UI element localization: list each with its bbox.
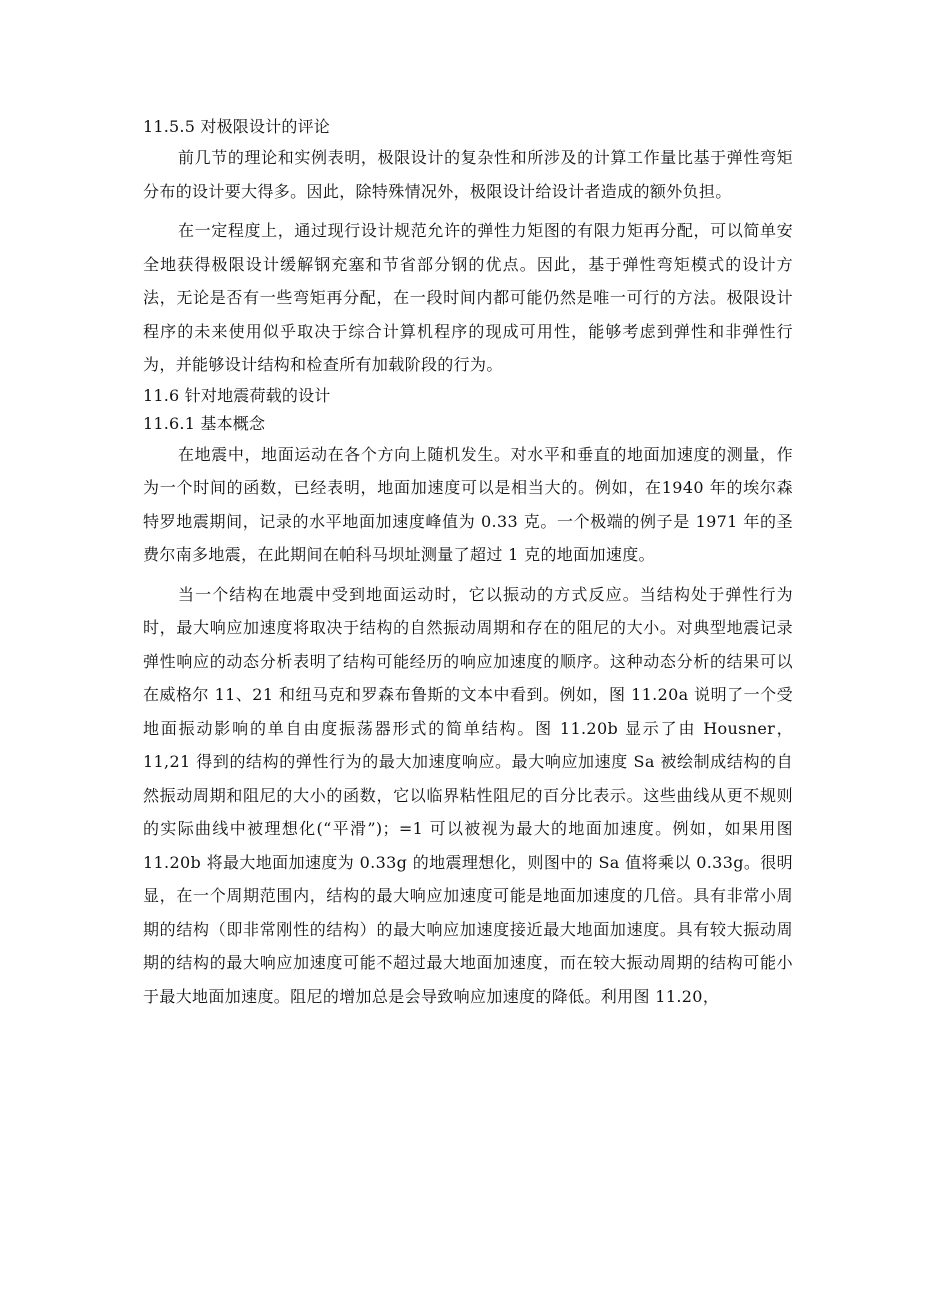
paragraph: 前几节的理论和实例表明，极限设计的复杂性和所涉及的计算工作量比基于弹性弯矩分布的设计要大得多。因此，除特殊情况外，极限设计给设计者造成的额外负担。 xyxy=(143,148,793,201)
paragraph: 在一定程度上，通过现行设计规范允许的弹性力矩图的有限力矩再分配，可以简单安全地获得极限设计缓解钢充塞和节省部分钢的优点。因此，基于弹性弯矩模式的设计方法，无论是否有一些弯矩再分配，在一段时间内都可能仍然是唯一可行的方法。极限设计程序的未来使用似乎取决于综合计算机程序的现成可用性，能够考虑到弹性和非弹性行为，并能够设计结构和检查所有加载阶段的行为。 xyxy=(143,221,793,374)
document-body xyxy=(143,113,793,1013)
section-heading-11-5-5: 11.5.5 对极限设计的评论 xyxy=(143,117,330,136)
section-heading-11-6-1: 11.6.1 基本概念 xyxy=(143,413,266,433)
section-heading-11-6: 11.6 针对地震荷载的设计 xyxy=(143,385,331,405)
paragraph: 在地震中，地面运动在各个方向上随机发生。对水平和垂直的地面加速度的测量，作为一个时间的函数，已经表明，地面加速度可以是相当大的。例如，在1940 年的埃尔森特罗地震期间，记录的水平地面加速度峰值为 0.33 克。一个极端的例子是 1971 年的圣费尔南多地震，在此期间在帕科马坝址测量了超过 1 克的地面加速度。 xyxy=(143,444,793,564)
paragraph: 当一个结构在地震中受到地面运动时，它以振动的方式反应。当结构处于弹性行为时，最大响应加速度将取决于结构的自然振动周期和存在的阻尼的大小。对典型地震记录弹性响应的动态分析表明了结构可能经历的响应加速度的顺序。这种动态分析的结果可以在威格尔 11、21 和纽马克和罗森布鲁斯的文本中看到。例如，图 11.20a 说明了一个受地面振动影响的单自由度振荡器形式的简单结构。图 11.20b 显示了由 Housner，11,21 得到的结构的弹性行为的最大加速度响应。最大响应加速度 Sa 被绘制成结构的自然振动周期和阻尼的大小的函数，它以临界粘性阻尼的百分比表示。这些曲线从更不规则的实际曲线中被理想化(“平滑”)；=1 可以被视为最大的地面加速度。例如，如果用图 11.20b 将最大地面加速度为 0.33g 的地震理想化，则图中的 Sa 值将乘以 0.33g。很明显，在一个周期范围内，结构的最大响应加速度可能是地面加速度的几倍。具有非常小周期的结构（即非常刚性的结构）的最大响应加速度接近最大地面加速度。具有较大振动周期的结构的最大响应加速度可能不超过最大地面加速度，而在较大振动周期的结构可能小于最大地面加速度。阻尼的增加总是会导致响应加速度的降低。利用图 11.20， xyxy=(143,584,793,1006)
